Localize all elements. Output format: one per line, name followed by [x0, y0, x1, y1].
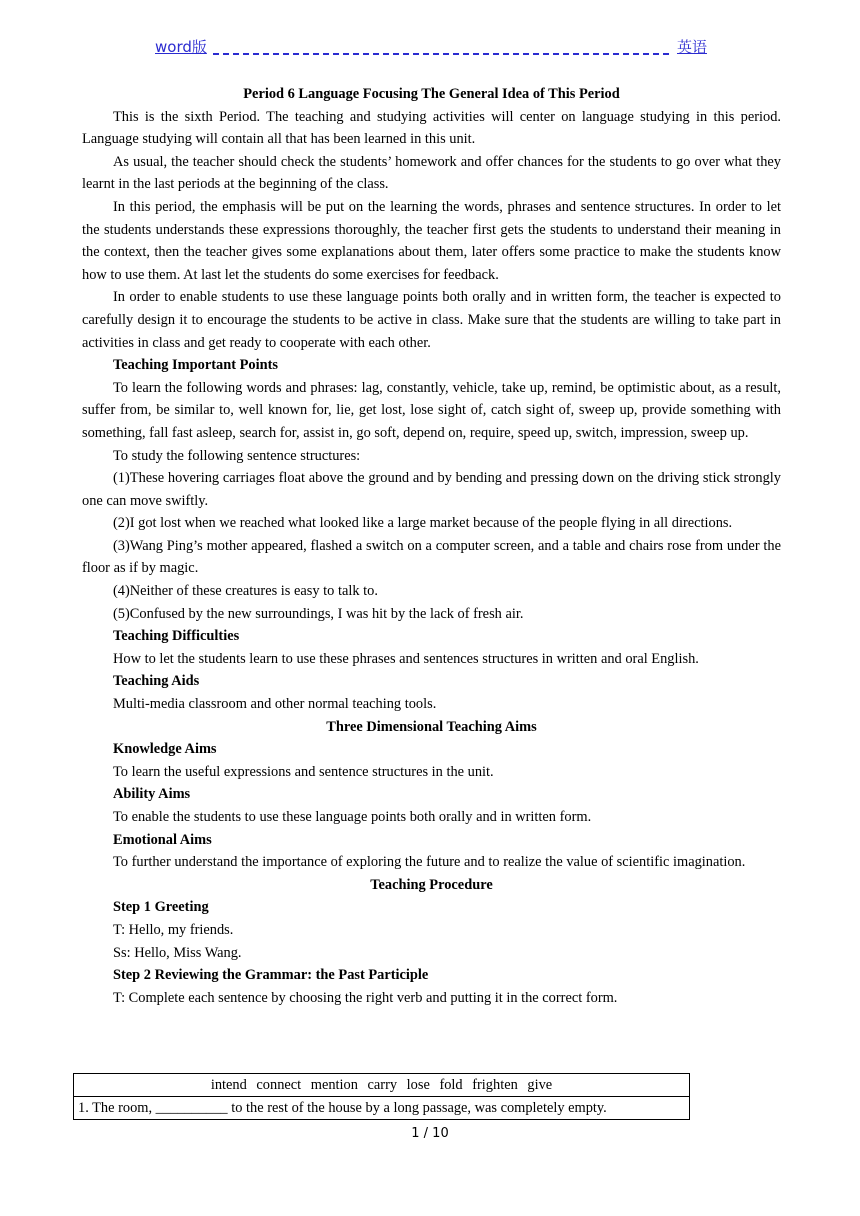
- paragraph: To learn the following words and phrases: lag, constantly, vehicle, take up, remind, be optimistic about, as a result, suffer from, be similar to, well known for, lie, get lost, lose sight of, catch sight of, sweep up, provide something with something, fall fast asleep, search for, assist in, go soft, depend on, require, speed up, switch, impression, sweep up.: [82, 379, 781, 441]
- section-title: Teaching Procedure: [370, 876, 493, 893]
- page-header: [155, 36, 707, 60]
- paragraph: In this period, the emphasis will be put on the learning the words, phrases and sentence structures. In order to let the students understands these expressions thoroughly, the teacher first gets the students to understand their meaning in the context, then the teacher gives some explanations about them, later offers some practice to make the students know how to use them. At last let the students do some exercises for feedback.: [82, 198, 781, 283]
- paragraph: In order to enable students to use these language points both orally and in written form, the teacher is expected to carefully design it to encourage the students to be active in class. Make sure that the students are willing to take part in activities in class and get ready to cooperate with each other.: [82, 289, 781, 351]
- dialogue-line: T: Hello, my friends.: [113, 921, 234, 938]
- step-heading: Step 2 Reviewing the Grammar: the Past Participle: [113, 967, 429, 984]
- header-left-label: word版: [155, 38, 207, 56]
- verb-table: [73, 1073, 690, 1120]
- sentence-item: (2)I got lost when we reached what looked like a large market because of the people flying in all directions.: [113, 515, 733, 532]
- sentence-item: (5)Confused by the new surroundings, I was hit by the lack of fresh air.: [113, 605, 524, 622]
- sentence-item: (3)Wang Ping’s mother appeared, flashed a switch on a computer screen, and a table and chairs rose from under the floor as if by magic.: [82, 537, 781, 577]
- paragraph: To enable the students to use these language points both orally and in written form.: [113, 809, 592, 825]
- paragraph: To further understand the importance of exploring the future and to realize the value of scientific imagination.: [113, 854, 746, 871]
- document-title: Period 6 Language Focusing The General Idea of This Period: [243, 86, 620, 102]
- paragraph: To study the following sentence structures:: [113, 447, 361, 464]
- verb-list-cell: intend connect mention carry lose fold frighten give: [74, 1074, 690, 1097]
- header-right-label: 英语: [676, 38, 707, 56]
- table-row: [74, 1097, 690, 1120]
- header-divider: [213, 53, 669, 55]
- paragraph: As usual, the teacher should check the students’ homework and offer chances for the students to go over what they learnt in the last periods at the beginning of the class.: [82, 153, 781, 193]
- dialogue-line: Ss: Hello, Miss Wang.: [113, 944, 242, 961]
- paragraph: This is the sixth Period. The teaching and studying activities will center on language studying in this period. Language studying will contain all that has been learned in this unit.: [82, 108, 781, 148]
- sentence-item: (1)These hovering carriages float above the ground and by bending and pressing down on the driving stick strongly one can move swiftly.: [82, 470, 781, 509]
- table-row: [74, 1074, 690, 1097]
- step-heading: Step 1 Greeting: [113, 899, 209, 916]
- dialogue-line: T: Complete each sentence by choosing the right verb and putting it in the correct form.: [113, 989, 618, 1006]
- paragraph: To learn the useful expressions and sentence structures in the unit.: [113, 763, 494, 780]
- paragraph: How to let the students learn to use these phrases and sentences structures in written and oral English.: [113, 650, 699, 667]
- section-heading: Teaching Difficulties: [113, 628, 240, 645]
- section-heading: Teaching Aids: [113, 673, 200, 690]
- section-heading: Knowledge Aims: [113, 741, 217, 758]
- section-heading: Ability Aims: [113, 786, 191, 803]
- section-heading: Emotional Aims: [113, 831, 212, 848]
- page-number: 1 / 10: [411, 1126, 449, 1141]
- section-heading: Teaching Important Points: [113, 357, 278, 374]
- paragraph: Multi-media classroom and other normal teaching tools.: [113, 696, 437, 713]
- sentence-item: (4)Neither of these creatures is easy to talk to.: [113, 583, 378, 600]
- exercise-cell: 1. The room, __________ to the rest of the house by a long passage, was completely empty.: [74, 1097, 690, 1120]
- document-body: [82, 83, 781, 1009]
- section-title: Three Dimensional Teaching Aims: [326, 718, 537, 735]
